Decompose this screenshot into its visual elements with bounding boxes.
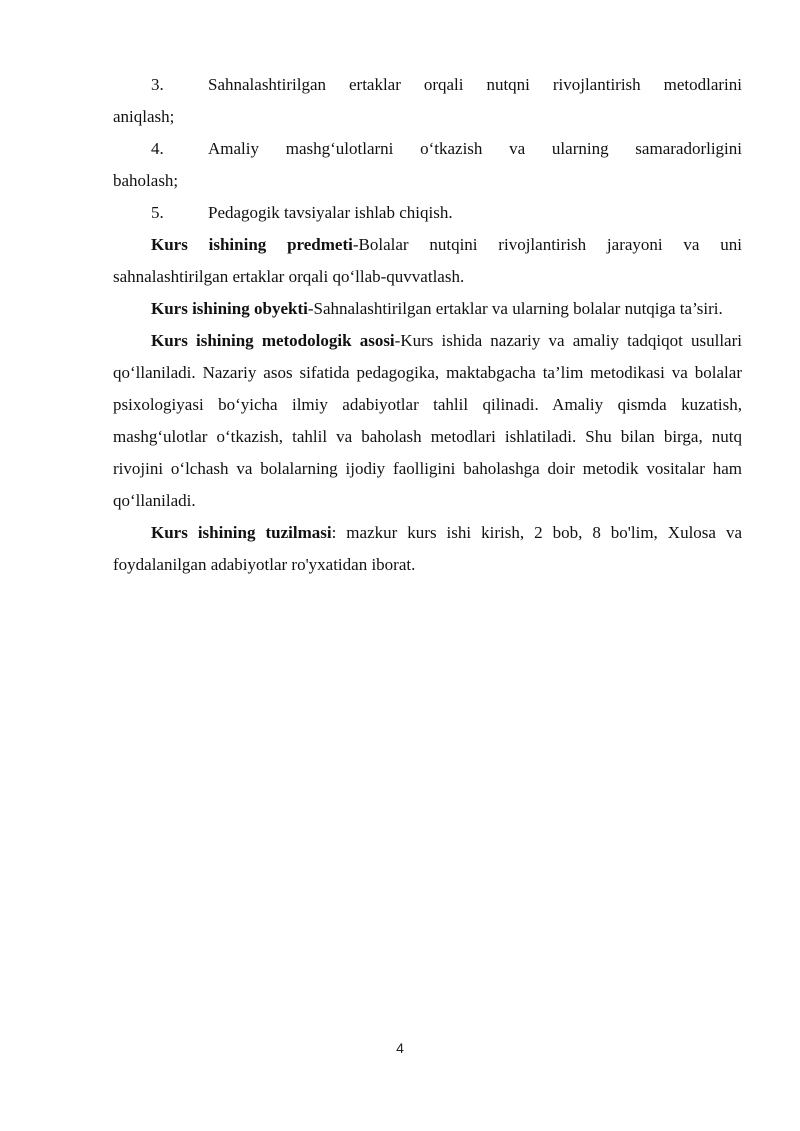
list-item-4 <box>113 133 742 197</box>
paragraph-text: -Kurs ishida nazariy va amaliy tadqiqot usullari qo‘llaniladi. Nazariy asos sifatida pedagogika, maktabgacha ta’lim metodikasi va bolalar psixologiyasi bo‘yicha ilmiy adabiyotlar tahlil qilinadi. Amaliy qismda kuzatish, mashg‘ulotlar o‘tkazish, tahlil va baholash metodlari ishlatiladi. Shu bilan birga, nutq rivojini o‘lchash va bolalarning ijodiy faolligini baholashga doir metodik vositalar ham qo‘llaniladi. <box>113 331 742 510</box>
list-text: Amaliy mashg‘ulotlarni o‘tkazish va ularning samaradorligini <box>208 139 742 158</box>
paragraph-text: : mazkur kurs ishi kirish, 2 bob, 8 bo'lim, Xulosa va foydalanilgan adabiyotlar ro'yxatidan iborat. <box>113 523 742 574</box>
list-item-5 <box>113 197 742 229</box>
paragraph-text: -Sahnalashtirilgan ertaklar va ularning bolalar nutqiga ta’siri. <box>307 299 723 318</box>
paragraph-label: Kurs ishining obyekti <box>151 299 308 318</box>
list-text-continuation: baholash; <box>113 171 179 190</box>
paragraph-metodologik-asosi <box>113 325 742 517</box>
list-number: 3. <box>151 75 164 94</box>
paragraph-predmeti <box>113 229 742 293</box>
page-content <box>113 69 742 581</box>
list-number: 4. <box>151 139 164 158</box>
paragraph-label: Kurs ishining predmeti <box>151 235 353 254</box>
list-text-continuation: aniqlash; <box>113 107 175 126</box>
list-item-3 <box>113 69 742 133</box>
list-text: Pedagogik tavsiyalar ishlab chiqish. <box>208 203 453 222</box>
paragraph-text: -Bolalar nutqini rivojlantirish jarayoni va uni sahnalashtirilgan ertaklar orqali qo‘llab-quvvatlash. <box>113 235 742 286</box>
list-number: 5. <box>151 203 164 222</box>
paragraph-tuzilmasi <box>113 517 742 581</box>
paragraph-label: Kurs ishining tuzilmasi <box>151 523 332 542</box>
paragraph-label: Kurs ishining metodologik asosi <box>151 331 395 350</box>
page-number: 4 <box>396 1040 404 1056</box>
paragraph-obyekti <box>113 293 742 325</box>
list-text: Sahnalashtirilgan ertaklar orqali nutqni rivojlantirish metodlarini <box>208 75 742 94</box>
